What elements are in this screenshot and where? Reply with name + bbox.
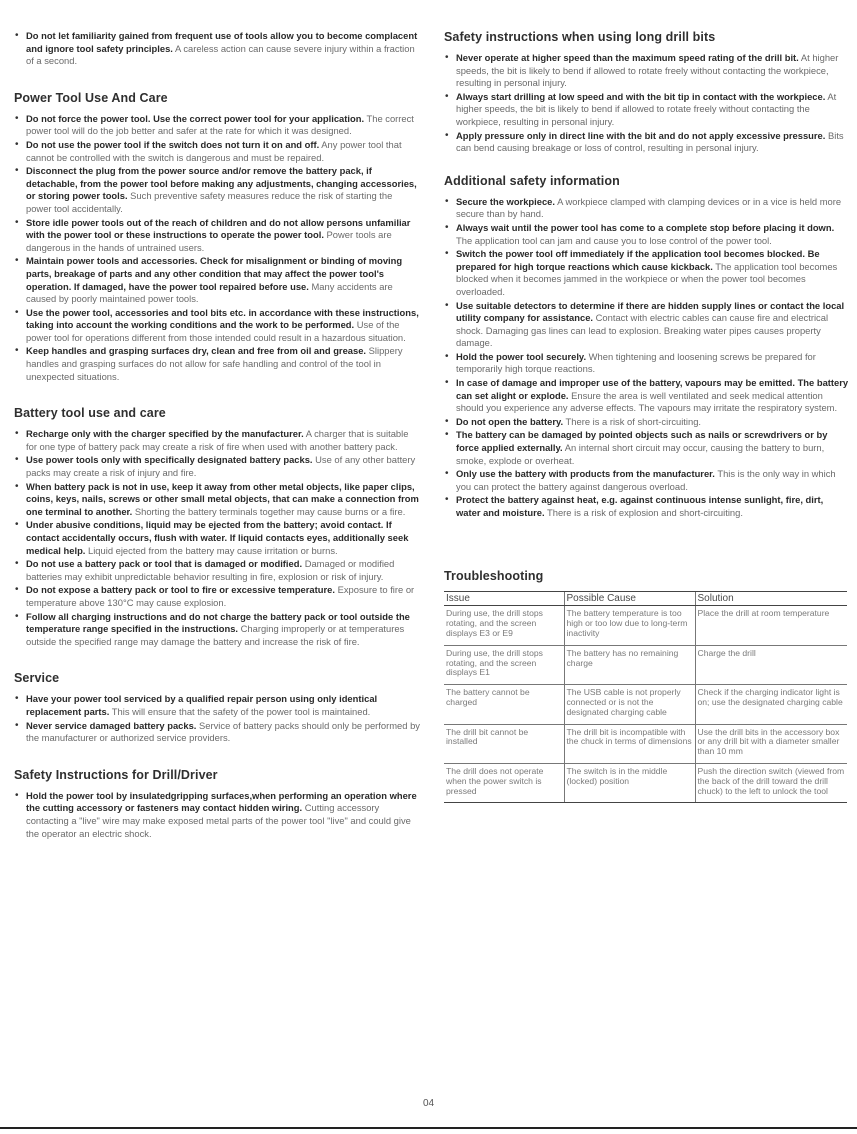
bullet-bold-text: The battery can be damaged by pointed objects such as nails or screwdrivers or by force applied externally.: [456, 429, 828, 454]
bullet-item: [14, 307, 420, 345]
bullet-item: [14, 113, 420, 138]
bullet-item: [444, 248, 849, 298]
bullet-bold-text: Use power tools only with specifically designated battery packs.: [26, 454, 313, 466]
cause-cell: The USB cable is not properly connected or is not the designated charging cable: [564, 685, 695, 724]
bullet-body-text: This will ensure that the safety of the power tool is maintained.: [109, 705, 371, 717]
battery-list: [14, 428, 420, 648]
bullet-bold-text: Use the power tool, accessories and tool bits etc. in accordance with these instructions, taking into account the working conditions and the work to be performed.: [26, 306, 419, 331]
table-row: [444, 763, 847, 802]
bullet-item: [14, 790, 420, 840]
bullet-bold-text: Do not let familiarity gained from frequent use of tools allow you to become complacent and ignore tool safety principles.: [26, 30, 418, 54]
bullet-body-text: A charger that is suitable for one type of battery pack may create a risk of fire when used with another battery pack.: [26, 428, 409, 452]
bullet-body-text: Service of battery packs should only be performed by the manufacturer or authorized service providers.: [26, 719, 420, 744]
bullet-item: [444, 377, 849, 415]
bullet-item: [14, 428, 420, 453]
bullet-body-text: Liquid ejected from the battery may cause irritation or burns.: [85, 544, 338, 556]
bullet-body-text: A careless action can cause severe injury within a fraction of a second.: [26, 42, 415, 67]
cause-cell: The switch is in the middle (locked) position: [564, 763, 695, 802]
bullet-item: [14, 558, 420, 583]
power-tool-heading: Power Tool Use And Care: [14, 90, 168, 105]
bullet-item: [14, 693, 420, 718]
bullet-body-text: Exposure to fire or temperature above 130°C may cause explosion.: [26, 584, 415, 608]
troubleshooting-heading: Troubleshooting: [444, 568, 544, 583]
bullet-bold-text: Do not force the power tool. Use the correct power tool for your application.: [26, 112, 365, 124]
bullet-body-text: Use of the power tool for operations different from those intended could result in a hazardous situation.: [26, 319, 406, 343]
bullet-bold-text: Secure the workpiece.: [456, 195, 556, 207]
bullet-body-text: When tightening and loosening screws be prepared for temporarily high torque reactions.: [456, 350, 816, 375]
bullet-item: [14, 611, 420, 649]
column-header-issue: Issue: [444, 591, 564, 606]
drill-safety-list: [14, 790, 420, 840]
bullet-body-text: At higher speeds, the bit is likely to bend if allowed to rotate freely without contacting the workpiece, resulting in personal injury.: [456, 90, 837, 127]
table-row: [444, 685, 847, 724]
bullet-item: [444, 300, 849, 350]
bullet-body-text: Cutting accessory contacting a "live" wire may make exposed metal parts of the power tool "live" and could give the operator an electric shock.: [26, 802, 411, 839]
bullet-body-text: Many accidents are caused by poorly maintained power tools.: [26, 280, 393, 305]
bullet-item: [14, 30, 420, 68]
drill-safety-heading: Safety Instructions for Drill/Driver: [14, 767, 218, 782]
bullet-item: [14, 584, 420, 609]
column-header-cause: Possible Cause: [564, 591, 695, 606]
issue-cell: During use, the drill stops rotating, and the screen displays E1: [444, 645, 564, 684]
bullet-bold-text: Always start drilling at low speed and with the bit tip in contact with the workpiece.: [456, 90, 826, 102]
bullet-item: [444, 494, 849, 519]
bullet-item: [14, 345, 420, 383]
bullet-item: [444, 429, 849, 467]
bullet-body-text: Any power tool that cannot be controlled with the switch is dangerous and must be repaired.: [26, 138, 402, 163]
bullet-body-text: The correct power tool will do the job better and safer at the rate for which it was designed.: [26, 112, 414, 137]
solution-cell: Place the drill at room temperature: [695, 606, 847, 645]
bullet-bold-text: Switch the power tool off immediately if the application tool becomes blocked. Be prepared for high torque reactions which cause kickback.: [456, 248, 820, 272]
bullet-body-text: Use of any other battery packs may create a risk of injury and fire.: [26, 454, 416, 479]
long-bits-heading: Safety instructions when using long drill bits: [444, 30, 716, 44]
bottom-rule: [0, 1127, 857, 1129]
service-list: [14, 693, 420, 744]
bullet-bold-text: Apply pressure only in direct line with the bit and do not apply excessive pressure.: [456, 129, 826, 141]
bullet-item: [14, 519, 420, 557]
table-row: [444, 606, 847, 645]
issue-cell: The battery cannot be charged: [444, 685, 564, 724]
table-row: [444, 724, 847, 763]
bullet-bold-text: Keep handles and grasping surfaces dry, clean and free from oil and grease.: [26, 345, 367, 357]
bullet-bold-text: Do not open the battery.: [456, 415, 564, 427]
bullet-bold-text: Recharge only with the charger specified by the manufacturer.: [26, 428, 304, 440]
solution-cell: Check if the charging indicator light is on; use the designated charging cable: [695, 685, 847, 724]
table-row: [444, 645, 847, 684]
bullet-bold-text: Protect the battery against heat, e.g. against continuous intense sunlight, fire, dirt, water and moisture.: [456, 494, 824, 518]
solution-cell: Charge the drill: [695, 645, 847, 684]
bullet-bold-text: When battery pack is not in use, keep it away from other metal objects, like paper clips, coins, keys, nails, screws or other small metal objects, that can make a connection from one terminal to another.: [26, 480, 419, 517]
bullet-item: [14, 720, 420, 745]
bullet-body-text: Power tools are dangerous in the hands of untrained users.: [26, 229, 392, 253]
bullet-bold-text: Do not use the power tool if the switch does not turn it on and off.: [26, 138, 320, 150]
bullet-bold-text: In case of damage and improper use of the battery, vapours may be emitted. The battery can set alight or explode.: [456, 377, 849, 401]
bullet-item: [14, 454, 420, 479]
bullet-bold-text: Never service damaged battery packs.: [26, 719, 197, 731]
bullet-body-text: Slippery handles and grasping surfaces do not allow for safe handling and control of the tool in unexpected situations.: [26, 345, 403, 382]
bullet-body-text: The application tool becomes blocked when it becomes jammed in the workpiece or when the power tool becomes overloaded.: [456, 260, 838, 297]
bullet-body-text: Such preventive safety measures reduce the risk of starting the power tool accidentally.: [26, 190, 393, 214]
bullet-bold-text: Maintain power tools and accessories. Check for misalignment or binding of moving parts, breakage of parts and any other condition that may affect the power tool's operation. If damaged, have the power tool repaired before use.: [26, 255, 403, 292]
bullet-bold-text: Store idle power tools out of the reach of children and do not allow persons unfamiliar with the power tool or these instructions to operate the power tool.: [26, 216, 411, 241]
bullet-body-text: This is the only way in which you can protect the battery against dangerous overload.: [456, 468, 836, 492]
bullet-body-text: Damaged or modified batteries may exhibit unpredictable behavior resulting in fire, explosion or risk of injury.: [26, 558, 395, 582]
bullet-body-text: A workpiece clamped with clamping devices or in a vice is held more secure than by hand.: [456, 195, 842, 220]
troubleshooting-table: [444, 591, 847, 804]
bullet-body-text: Ensure the area is well ventilated and seek medical attention should you experience any adverse effects. The vapours may irritate the respiratory system.: [456, 389, 838, 414]
bullet-body-text: The application tool can jam and cause you to lose control of the power tool.: [456, 234, 772, 246]
bullet-bold-text: Use suitable detectors to determine if there are hidden supply lines or contact the local utility company for assistance.: [456, 299, 845, 324]
additional-safety-list: [444, 196, 849, 520]
cause-cell: The battery has no remaining charge: [564, 645, 695, 684]
long-bits-list: [444, 52, 849, 155]
bullet-item: [14, 255, 420, 305]
bullet-body-text: Charging improperly or at temperatures outside the specified range may damage the battery and increase the risk of fire.: [26, 623, 405, 647]
table-header-row: [444, 591, 847, 606]
bullet-bold-text: Disconnect the plug from the power source and/or remove the battery pack, if detachable, from the power tool before making any adjustments, changing accessories, or storing power tools.: [26, 165, 417, 202]
bullet-body-text: There is a risk of short-circuiting.: [563, 415, 702, 427]
bullet-bold-text: Do not use a battery pack or tool that is damaged or modified.: [26, 558, 303, 570]
intro-list: [14, 30, 420, 68]
bullet-body-text: Shorting the battery terminals together may cause burns or a fire.: [132, 505, 406, 517]
bullet-item: [14, 481, 420, 519]
page-number: 04: [422, 1098, 435, 1109]
right-column: [444, 30, 849, 803]
bullet-bold-text: Follow all charging instructions and do not charge the battery pack or tool outside the temperature range specified in the instructions.: [26, 610, 410, 635]
bullet-bold-text: Hold the power tool by insulatedgripping surfaces,when performing an operation where the cutting accessory or fasteners may contact hidden wiring.: [26, 789, 417, 814]
bullet-body-text: There is a risk of explosion and short-circuiting.: [544, 507, 743, 518]
service-heading: Service: [14, 671, 60, 686]
bullet-item: [444, 351, 849, 376]
bullet-item: [14, 165, 420, 215]
bullet-body-text: Contact with electric cables can cause fire and electrical shock. Damaging gas lines can lead to explosion. Breaking water pipes causes property damage.: [456, 312, 829, 349]
cause-cell: The drill bit is incompatible with the chuck in terms of dimensions: [564, 724, 695, 763]
bullet-item: [444, 130, 849, 155]
bullet-bold-text: Have your power tool serviced by a qualified repair person using only identical replacement parts.: [26, 693, 378, 717]
bullet-body-text: An internal short circuit may occur, causing the battery to burn, smoke, explode or overheat.: [456, 442, 825, 466]
additional-safety-heading: Additional safety information: [444, 173, 620, 188]
bullet-bold-text: Never operate at higher speed than the maximum speed rating of the drill bit.: [456, 52, 799, 63]
battery-heading: Battery tool use and care: [14, 406, 166, 421]
bullet-item: [444, 196, 849, 221]
bullet-bold-text: Under abusive conditions, liquid may be ejected from the battery; avoid contact. If contact accidentally occurs, flush with water. If liquid contacts eyes, additionally seek medical help.: [26, 519, 409, 556]
bullet-bold-text: Hold the power tool securely.: [456, 350, 587, 362]
troubleshooting-body: [444, 606, 847, 803]
issue-cell: During use, the drill stops rotating, and the screen displays E3 or E9: [444, 606, 564, 645]
solution-cell: Use the drill bits in the accessory box or any drill bit with a diameter smaller than 10 mm: [695, 724, 847, 763]
bullet-item: [444, 468, 849, 493]
bullet-bold-text: Always wait until the power tool has come to a complete stop before placing it down.: [456, 221, 835, 233]
bullet-body-text: Bits can bend causing breakage or loss of control, resulting in personal injury.: [456, 129, 844, 154]
solution-cell: Push the direction switch (viewed from the back of the drill toward the drill chuck) to the left to unlock the tool: [695, 763, 847, 802]
cause-cell: The battery temperature is too high or too low due to long-term inactivity: [564, 606, 695, 645]
bullet-body-text: At higher speeds, the bit is likely to bend if allowed to rotate freely without contacting the workpiece, resulting in personal injury.: [456, 52, 839, 89]
issue-cell: The drill does not operate when the power switch is pressed: [444, 763, 564, 802]
bullet-bold-text: Only use the battery with products from the manufacturer.: [456, 468, 715, 480]
bullet-item: [444, 52, 849, 90]
bullet-item: [444, 91, 849, 129]
bullet-bold-text: Do not expose a battery pack or tool to fire or excessive temperature.: [26, 584, 335, 596]
issue-cell: The drill bit cannot be installed: [444, 724, 564, 763]
power-tool-list: [14, 113, 420, 383]
bullet-item: [444, 416, 849, 429]
bullet-item: [444, 222, 849, 247]
left-column: [14, 30, 420, 841]
bullet-item: [14, 217, 420, 255]
bullet-item: [14, 139, 420, 164]
column-header-solution: Solution: [695, 591, 847, 606]
